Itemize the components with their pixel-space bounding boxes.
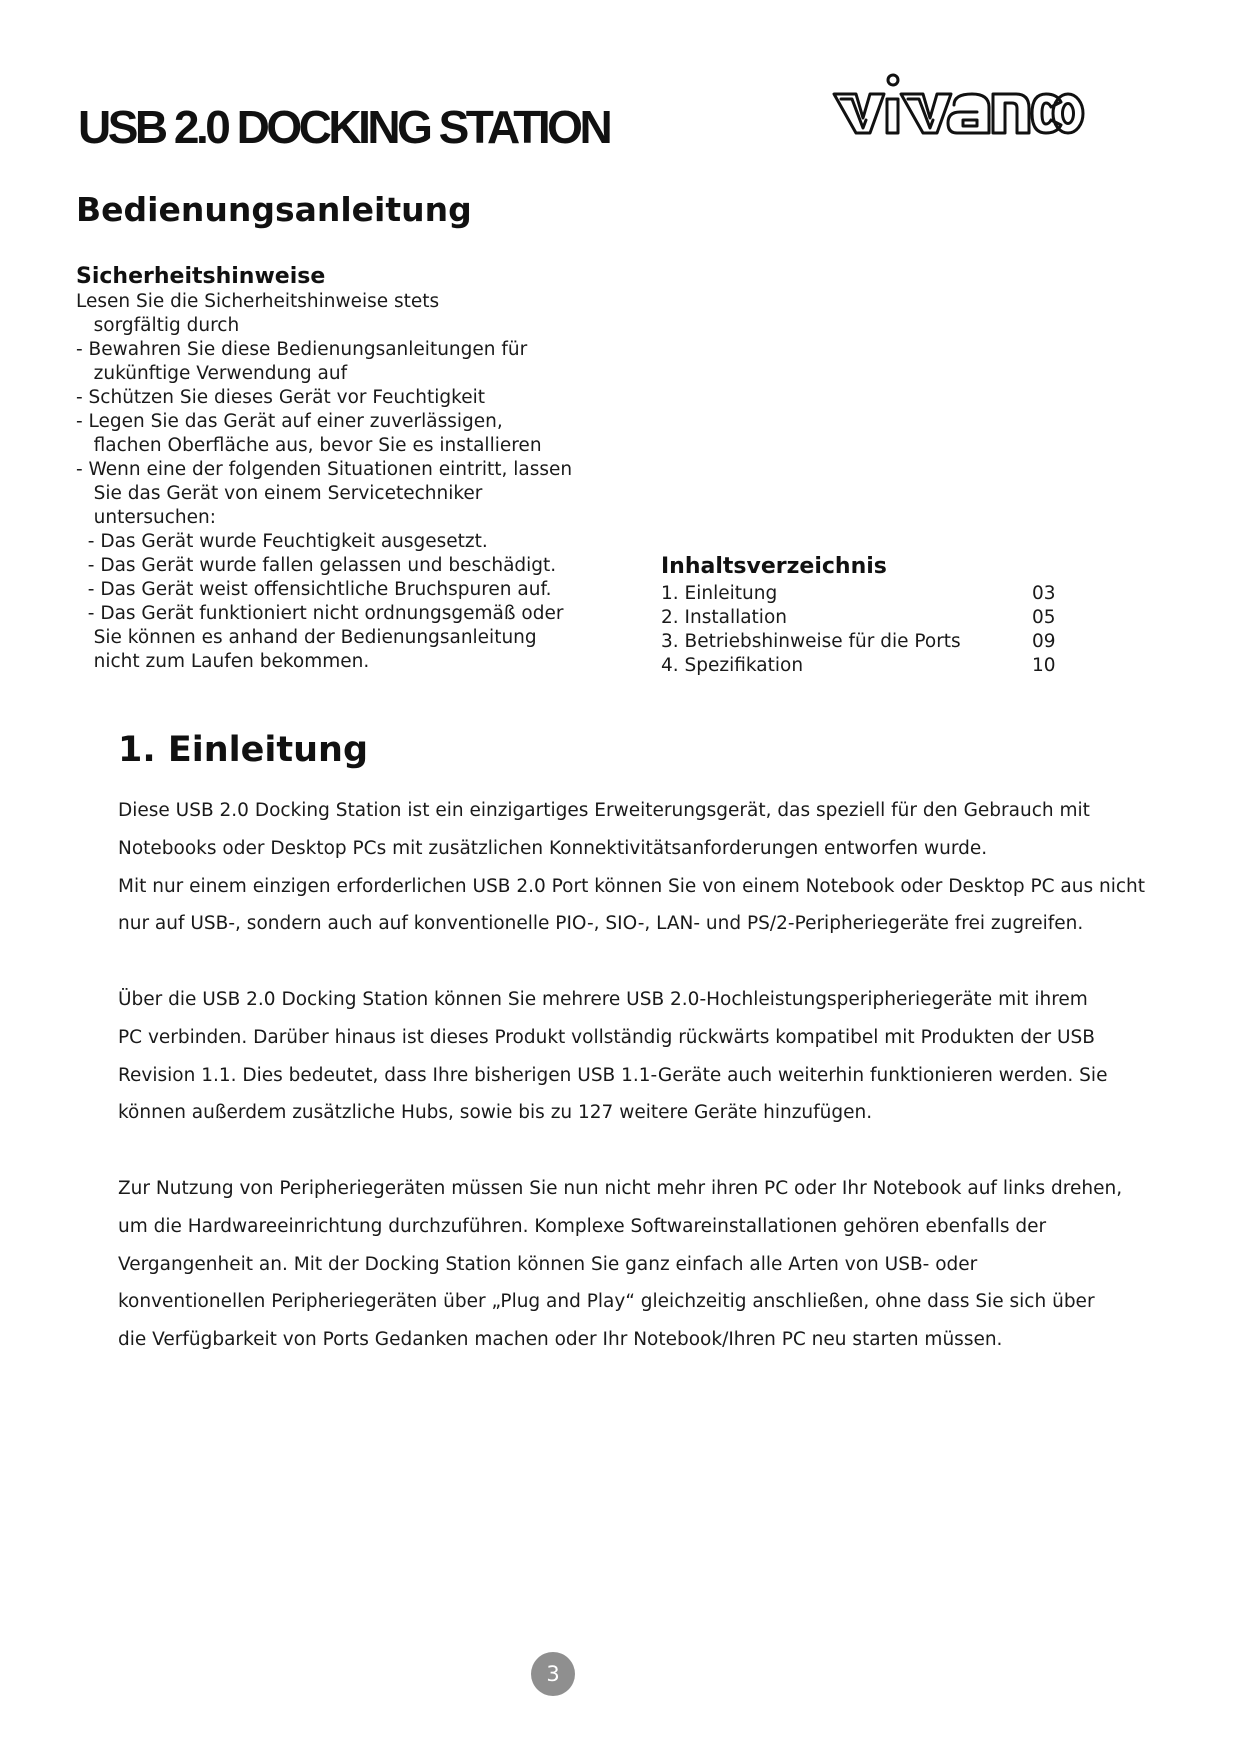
- document-title: USB 2.0 DOCKING STATION: [78, 101, 610, 153]
- toc-entry-label: 1. Einleitung: [661, 583, 778, 604]
- safety-line: sorgfältig durch: [76, 315, 240, 336]
- toc-entry-page: 10: [1032, 655, 1056, 676]
- manual-subtitle: Bedienungsanleitung: [76, 190, 472, 229]
- safety-line: - Das Gerät weist offensichtliche Bruchspuren auf.: [76, 579, 552, 600]
- section-heading-einleitung: 1. Einleitung: [118, 730, 369, 770]
- body-line: konventionellen Peripheriegeräten über „Plug and Play“ gleichzeitig anschließen, ohne dass Sie sich über: [118, 1291, 1095, 1313]
- vivanco-logo: [832, 70, 1087, 145]
- body-line: Zur Nutzung von Peripheriegeräten müssen Sie nun nicht mehr ihren PC oder Ihr Notebook auf links drehen,: [118, 1177, 1123, 1199]
- safety-section: [76, 264, 616, 674]
- safety-line: - Wenn eine der folgenden Situationen eintritt, lassen: [76, 459, 573, 480]
- safety-title: Sicherheitshinweise: [76, 264, 326, 289]
- body-line: um die Hardwareeinrichtung durchzuführen. Komplexe Softwareinstallationen gehören ebenfalls der: [118, 1215, 1047, 1237]
- body-line: PC verbinden. Darüber hinaus ist dieses Produkt vollständig rückwärts kompatibel mit Produkten der USB: [118, 1026, 1095, 1048]
- safety-line: Sie können es anhand der Bedienungsanleitung: [76, 627, 537, 648]
- toc-entry-label: 2. Installation: [661, 607, 787, 628]
- paragraph-gap: [118, 943, 1138, 981]
- safety-line: - Das Gerät wurde Feuchtigkeit ausgesetzt.: [76, 531, 488, 552]
- body-line: Revision 1.1. Dies bedeutet, dass Ihre bisherigen USB 1.1-Geräte auch weiterhin funktionieren werden. Sie: [118, 1064, 1108, 1086]
- safety-line: - Schützen Sie dieses Gerät vor Feuchtigkeit: [76, 387, 485, 408]
- safety-line: Lesen Sie die Sicherheitshinweise stets: [76, 291, 440, 312]
- toc-entry: [661, 630, 1061, 654]
- body-line: Diese USB 2.0 Docking Station ist ein einzigartiges Erweiterungsgerät, das speziell für den Gebrauch mit: [118, 800, 1090, 821]
- table-of-contents: [661, 552, 1061, 678]
- body-line: Notebooks oder Desktop PCs mit zusätzlichen Konnektivitätsanforderungen entworfen wurde.: [118, 837, 988, 859]
- safety-line: - Das Gerät wurde fallen gelassen und beschädigt.: [76, 555, 557, 576]
- body-line: Vergangenheit an. Mit der Docking Station können Sie ganz einfach alle Arten von USB- oder: [118, 1253, 978, 1275]
- safety-line: flachen Oberfläche aus, bevor Sie es installieren: [76, 435, 542, 456]
- safety-line: Sie das Gerät von einem Servicetechniker: [76, 483, 483, 504]
- toc-title: Inhaltsverzeichnis: [661, 554, 887, 579]
- safety-line: - Das Gerät funktioniert nicht ordnungsgemäß oder: [76, 603, 564, 624]
- toc-entry-label: 4. Spezifikation: [661, 655, 804, 676]
- section-body: [118, 792, 1146, 1359]
- toc-entry-page: 09: [1032, 631, 1056, 652]
- toc-entry: [661, 606, 1061, 630]
- body-line: Über die USB 2.0 Docking Station können Sie mehrere USB 2.0-Hochleistungsperipheriegeräte mit ihrem: [118, 988, 1088, 1010]
- safety-line: - Legen Sie das Gerät auf einer zuverlässigen,: [76, 411, 503, 432]
- safety-line: untersuchen:: [76, 507, 216, 528]
- safety-line: zukünftige Verwendung auf: [76, 363, 348, 384]
- safety-line: nicht zum Laufen bekommen.: [76, 651, 370, 672]
- body-line: nur auf USB-, sondern auch auf konventionelle PIO-, SIO-, LAN- und PS/2-Peripheriegeräte frei zugreifen.: [118, 913, 1084, 935]
- toc-entry-page: 03: [1032, 583, 1056, 604]
- toc-entry: [661, 582, 1061, 606]
- paragraph-gap: [118, 1132, 1138, 1170]
- page-number-badge: 3: [531, 1652, 575, 1696]
- body-line: können außerdem zusätzliche Hubs, sowie bis zu 127 weitere Geräte hinzufügen.: [118, 1102, 873, 1124]
- toc-entry: [661, 654, 1061, 678]
- body-line: die Verfügbarkeit von Ports Gedanken machen oder Ihr Notebook/Ihren PC neu starten müssen.: [118, 1329, 1003, 1351]
- toc-entry-page: 05: [1032, 607, 1056, 628]
- safety-line: - Bewahren Sie diese Bedienungsanleitungen für: [76, 339, 528, 360]
- body-line: Mit nur einem einzigen erforderlichen USB 2.0 Port können Sie von einem Notebook oder Desktop PC aus nicht: [118, 875, 1146, 897]
- toc-entry-label: 3. Betriebshinweise für die Ports: [661, 631, 961, 652]
